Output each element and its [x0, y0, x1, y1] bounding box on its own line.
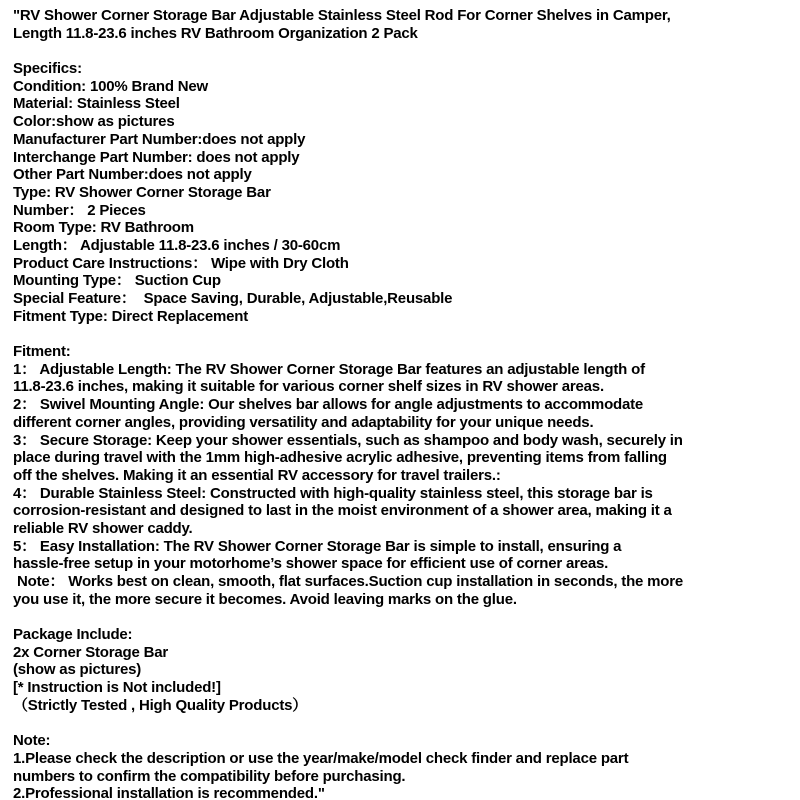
package-item: [* Instruction is Not included!] — [13, 679, 221, 697]
fitment-heading: Fitment: — [13, 343, 71, 361]
spec-other-part-number: Other Part Number:does not apply — [13, 166, 252, 184]
title-line: "RV Shower Corner Storage Bar Adjustable Stainless Steel Rod For Corner Shelves in Camper, — [13, 7, 671, 24]
fitment-point-3: 3： Secure Storage: Keep your shower essentials, such as shampoo and body wash, securely in — [13, 431, 683, 449]
package-section — [13, 626, 786, 714]
fitment-point-4-cont: corrosion-resistant and designed to last in the moist environment of a shower area, making it a — [13, 502, 672, 520]
package-item: (show as pictures) — [13, 661, 142, 679]
fitment-note-cont: you use it, the more secure it becomes. Avoid leaving marks on the glue. — [13, 590, 517, 608]
note-line-1: 1.Please check the description or use the year/make/model check finder and replace part — [13, 749, 629, 767]
note-heading: Note: — [13, 732, 51, 750]
package-item: 2x Corner Storage Bar — [13, 643, 169, 661]
spec-interchange-part-number: Interchange Part Number: does not apply — [13, 148, 300, 166]
spec-special-feature: Special Feature： Space Saving, Durable, Adjustable,Reusable — [13, 290, 453, 307]
fitment-point-5-cont: hassle-free setup in your motorhome’s shower space for efficient use of corner areas. — [13, 555, 609, 573]
spec-type: Type: RV Shower Corner Storage Bar — [13, 183, 271, 201]
fitment-point-1: 1： Adjustable Length: The RV Shower Corner Storage Bar features an adjustable length of — [13, 360, 645, 378]
spec-material: Material: Stainless Steel — [13, 95, 180, 113]
spec-room-type: Room Type: RV Bathroom — [13, 219, 194, 237]
spec-length: Length： Adjustable 11.8-23.6 inches / 30-60cm — [13, 236, 341, 254]
specifics-heading: Specifics: — [13, 60, 82, 78]
fitment-point-4: 4： Durable Stainless Steel: Constructed with high-quality stainless steel, this storage bar is — [13, 484, 653, 502]
fitment-note: Note： Works best on clean, smooth, flat surfaces.Suction cup installation in seconds, the more — [13, 573, 684, 590]
spec-manufacturer-part-number: Manufacturer Part Number:does not apply — [13, 130, 306, 148]
spec-number: Number： 2 Pieces — [13, 201, 146, 219]
fitment-point-5: 5： Easy Installation: The RV Shower Corner Storage Bar is simple to install, ensuring a — [13, 537, 622, 555]
note-line-2: 2.Professional installation is recommended." — [13, 785, 325, 800]
fitment-point-3-cont: off the shelves. Making it an essential RV accessory for travel trailers.: — [13, 466, 501, 484]
spec-condition: Condition: 100% Brand New — [13, 77, 209, 95]
spec-mounting-type: Mounting Type： Suction Cup — [13, 272, 221, 290]
title-block — [13, 7, 786, 42]
package-heading: Package Include: — [13, 626, 133, 644]
spec-color: Color:show as pictures — [13, 113, 175, 131]
title-line: Length 11.8-23.6 inches RV Bathroom Organization 2 Pack — [13, 24, 418, 42]
note-section — [13, 732, 786, 800]
fitment-point-2-cont: different corner angles, providing versatility and adaptability for your unique needs. — [13, 413, 594, 431]
specifics-section — [13, 60, 786, 325]
fitment-point-3-cont: place during travel with the 1mm high-adhesive acrylic adhesive, preventing items from falling — [13, 449, 667, 467]
fitment-point-4-cont: reliable RV shower caddy. — [13, 519, 193, 537]
fitment-section — [13, 343, 786, 608]
fitment-point-1-cont: 11.8-23.6 inches, making it suitable for various corner shelf sizes in RV shower areas. — [13, 378, 604, 396]
note-line-1-cont: numbers to confirm the compatibility before purchasing. — [13, 767, 406, 785]
package-item: （Strictly Tested , High Quality Products） — [13, 696, 308, 714]
spec-care-instructions: Product Care Instructions： Wipe with Dry Cloth — [13, 254, 349, 272]
fitment-point-2: 2： Swivel Mounting Angle: Our shelves bar allows for angle adjustments to accommodate — [13, 396, 644, 414]
spec-fitment-type: Fitment Type: Direct Replacement — [13, 307, 249, 325]
